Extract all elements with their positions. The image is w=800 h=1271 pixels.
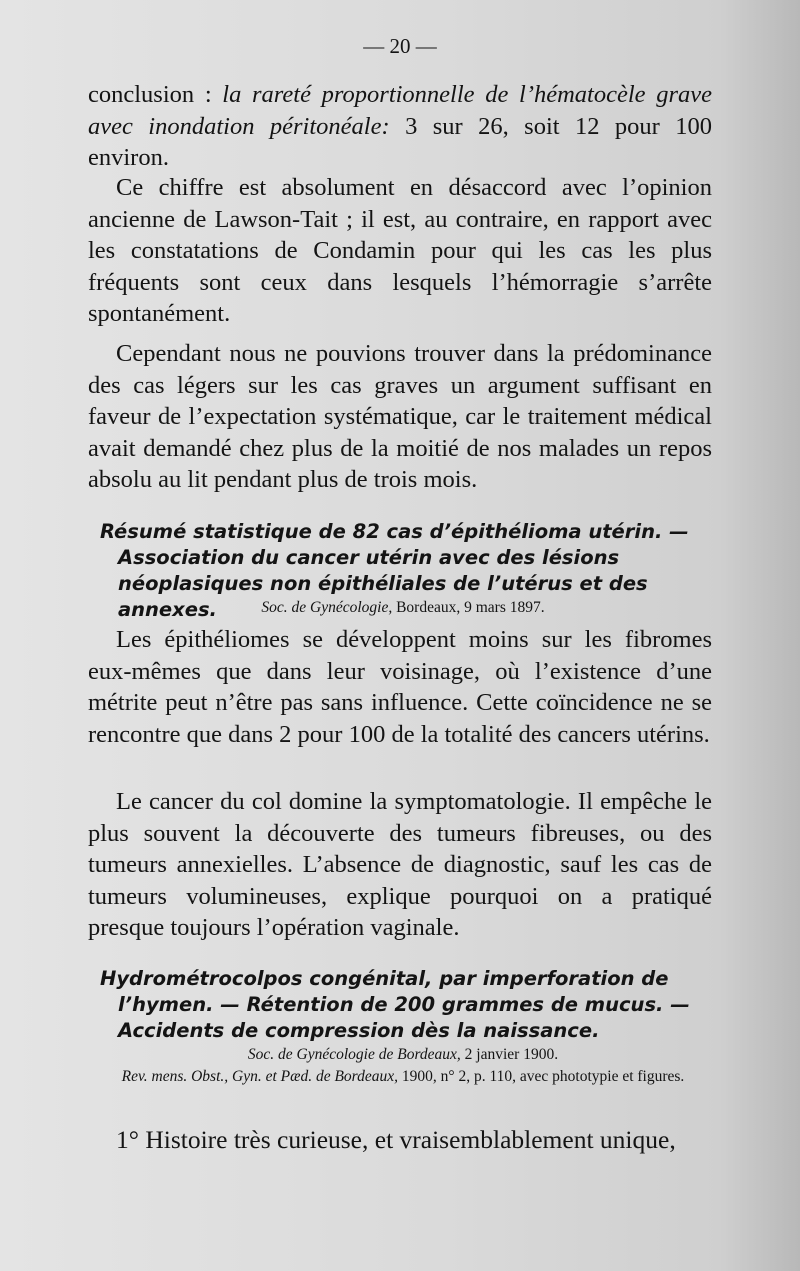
section-reference-epithelioma [100, 597, 706, 619]
paragraph-histoire: 1° Histoire très curieuse, et vraisemblablement unique, [116, 1125, 676, 1154]
page-number: — 20 — [363, 34, 437, 58]
conclusion-tail: 3 sur 26, soit 12 pour 100 environ. [88, 112, 713, 171]
paragraph-cancer-col: Le cancer du col domine la symptomatologie. Il empêche le plus souvent la découverte des tumeurs fibreuses, ou des tumeurs annexielles. L’absence de diagnostic, sauf les cas de tumeurs volumineuses, explique pourquoi on a pratiqué presque toujours l’opération vaginale. [88, 788, 712, 941]
section-reference-hydrometrocolpos [100, 1044, 706, 1088]
reference-journal-2: Rev. mens. Obst., Gyn. et Pæd. de Bordeaux, [121, 1068, 399, 1085]
paragraph-expectation: Cependant nous ne pouvions trouver dans la prédominance des cas légers sur les cas graves un argument suffisant en faveur de l’expectation systématique, car le traitement médical avait demandé chez plus de la moitié de nos malades un repos absolu au lit pendant plus de trois mois. [88, 340, 712, 493]
reference-date: 2 janvier 1900. [460, 1046, 559, 1063]
reference-journal: Soc. de Gynécologie de Bordeaux, [247, 1046, 461, 1063]
paragraph-epitheliomes: Les épithéliomes se développent moins sur les fibromes eux-mêmes que dans leur voisinage, où l’existence d’une métrite peut n’être pas sans influence. Cette coïncidence ne se rencontre que dans 2 pour 100 de la totalité des cancers utérins. [88, 626, 712, 748]
reference-details: 1900, n° 2, p. 110, avec phototypie et figures. [398, 1068, 685, 1085]
conclusion-italic: la rareté proportionnelle de l’hématocèle grave avec inondation péritonéale: [88, 81, 712, 140]
conclusion-lead: conclusion : [88, 81, 223, 108]
section-title-hydrometrocolpos: Hydrométrocolpos congénital, par imperforation de l’hymen. — Rétention de 200 grammes de mucus. — Accidents de compression dès la naissance. [100, 967, 690, 1042]
reference-journal: Soc. de Gynécologie, [261, 599, 393, 616]
paragraph-conclusion [88, 79, 712, 174]
reference-date: Bordeaux, 9 mars 1897. [392, 599, 545, 616]
paragraph-lawson-tait: Ce chiffre est absolument en désaccord avec l’opinion ancienne de Lawson-Tait ; il est, au contraire, en rapport avec les constatations de Condamin pour qui les cas les plus fréquents sont ceux dans lesquels l’hémorragie s’arrête spontanément. [88, 174, 712, 327]
section-title-epithelioma: Résumé statistique de 82 cas d’épithélioma utérin. — Association du cancer utérin avec des lésions néoplasiques non épithéliales de l’utérus et des annexes. [100, 520, 689, 621]
